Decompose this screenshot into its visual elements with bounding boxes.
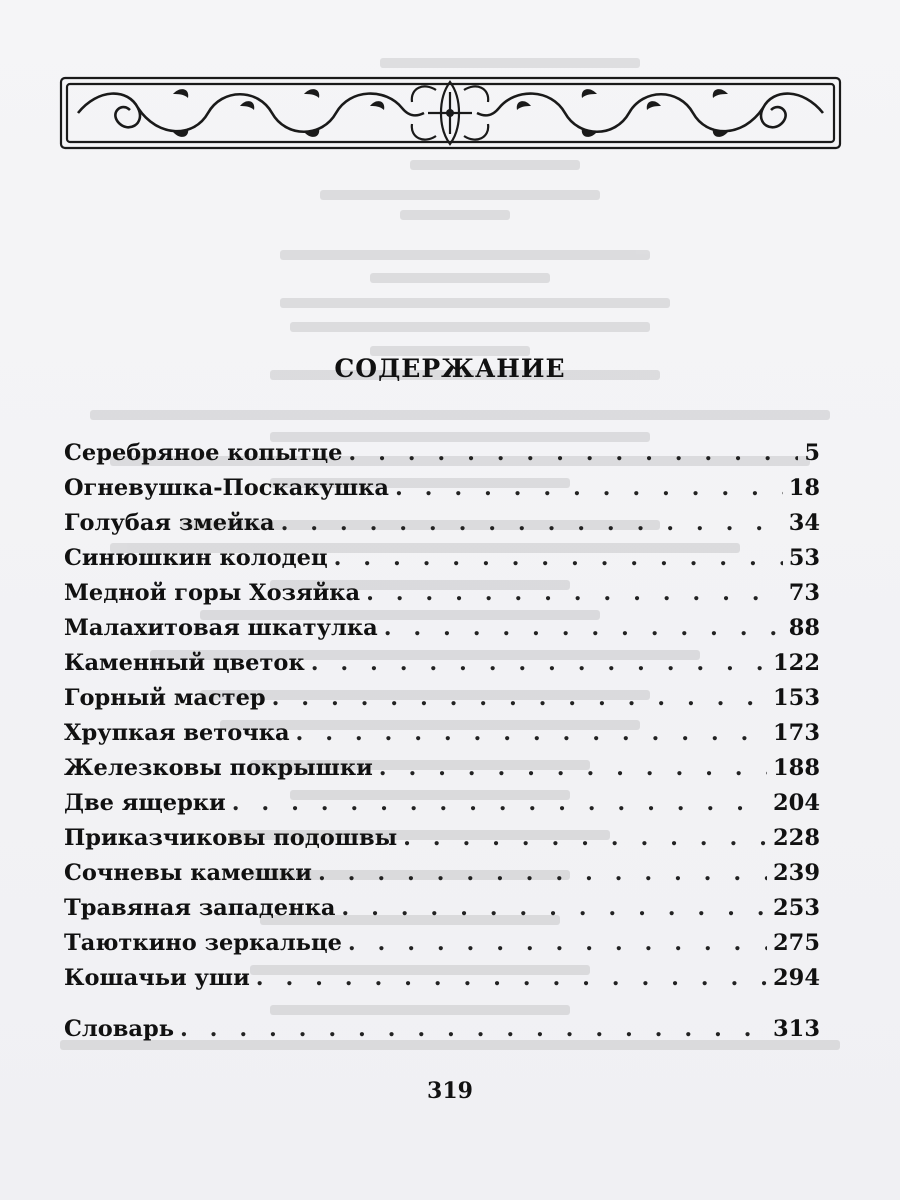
toc-entry-page: 253: [773, 895, 820, 921]
toc-entry: [64, 580, 820, 615]
toc-entry: [64, 860, 820, 895]
toc-entry-title: Сочневы камешки: [64, 860, 312, 886]
toc-entry-page: 275: [773, 930, 820, 956]
toc-leader-dots: [180, 1016, 767, 1042]
toc-entry-title: Медной горы Хозяйка: [64, 580, 361, 606]
toc-entry: [64, 475, 820, 510]
toc-entry-page: 73: [788, 580, 820, 606]
toc-entry: [64, 895, 820, 930]
toc-entry: [64, 825, 820, 860]
toc-entry: [64, 755, 820, 790]
toc-leader-dots: [341, 895, 767, 921]
toc-entry-page: 204: [773, 790, 820, 816]
toc-leader-dots: [366, 580, 783, 606]
toc-entry-title: Малахитовая шкатулка: [64, 615, 378, 641]
ornamental-header-border: [58, 72, 843, 154]
toc-entry: [64, 685, 820, 720]
toc-entry-page: 18: [788, 475, 820, 501]
toc-entry-page: 122: [773, 650, 820, 676]
toc-entry-title: Голубая змейка: [64, 510, 275, 536]
toc-leader-dots: [256, 965, 767, 991]
toc-leader-dots: [272, 685, 767, 711]
toc-entry-page: 313: [773, 1016, 820, 1042]
toc-entry: [64, 615, 820, 650]
toc-entry-title: Две ящерки: [64, 790, 226, 816]
toc-heading: СОДЕРЖАНИЕ: [334, 354, 566, 383]
toc-entry-title: Кошачьи уши: [64, 965, 250, 991]
toc-entry-title: Травяная западенка: [64, 895, 336, 921]
toc-entry-glossary: [64, 1016, 820, 1051]
toc-entry-page: 173: [773, 720, 820, 746]
toc-entry-title: Приказчиковы подошвы: [64, 825, 398, 851]
toc-entry-title: Горный мастер: [64, 685, 266, 711]
toc-entry: [64, 650, 820, 685]
toc-entry-page: 239: [773, 860, 820, 886]
toc-leader-dots: [348, 930, 767, 956]
toc-entry-title: Синюшкин колодец: [64, 545, 328, 571]
toc-entry-title: Словарь: [64, 1016, 174, 1042]
toc-leader-dots: [296, 720, 767, 746]
toc-entry-page: 294: [773, 965, 820, 991]
toc-entry-page: 34: [788, 510, 820, 536]
toc-entry-title: Каменный цветок: [64, 650, 305, 676]
toc-entry-page: 228: [773, 825, 820, 851]
toc-entry-page: 153: [773, 685, 820, 711]
toc-leader-dots: [318, 860, 767, 886]
page-number: 319: [427, 1078, 473, 1104]
toc-entry: [64, 440, 820, 475]
toc-entry: [64, 720, 820, 755]
toc-leader-dots: [281, 510, 783, 536]
toc-entry: [64, 930, 820, 965]
toc-entry-page: 53: [788, 545, 820, 571]
toc-entry-title: Железковы покрышки: [64, 755, 373, 781]
toc-leader-dots: [311, 650, 767, 676]
toc-entry-page: 5: [804, 440, 820, 466]
toc-entry: [64, 965, 820, 1000]
toc-entry-title: Хрупкая веточка: [64, 720, 290, 746]
toc-leader-dots: [403, 825, 767, 851]
toc-leader-dots: [395, 475, 783, 501]
toc-entry: [64, 510, 820, 545]
toc-leader-dots: [232, 790, 767, 816]
toc-entry: [64, 545, 820, 580]
toc-entry-title: Серебряное копытце: [64, 440, 343, 466]
toc-entry-title: Таюткино зеркальце: [64, 930, 342, 956]
toc-list: [64, 440, 820, 1051]
toc-entry-page: 88: [788, 615, 820, 641]
toc-leader-dots: [384, 615, 783, 641]
toc-entry: [64, 790, 820, 825]
toc-entry-page: 188: [773, 755, 820, 781]
toc-leader-dots: [348, 440, 798, 466]
toc-leader-dots: [379, 755, 767, 781]
toc-leader-dots: [334, 545, 783, 571]
toc-entry-title: Огневушка-Поскакушка: [64, 475, 389, 501]
